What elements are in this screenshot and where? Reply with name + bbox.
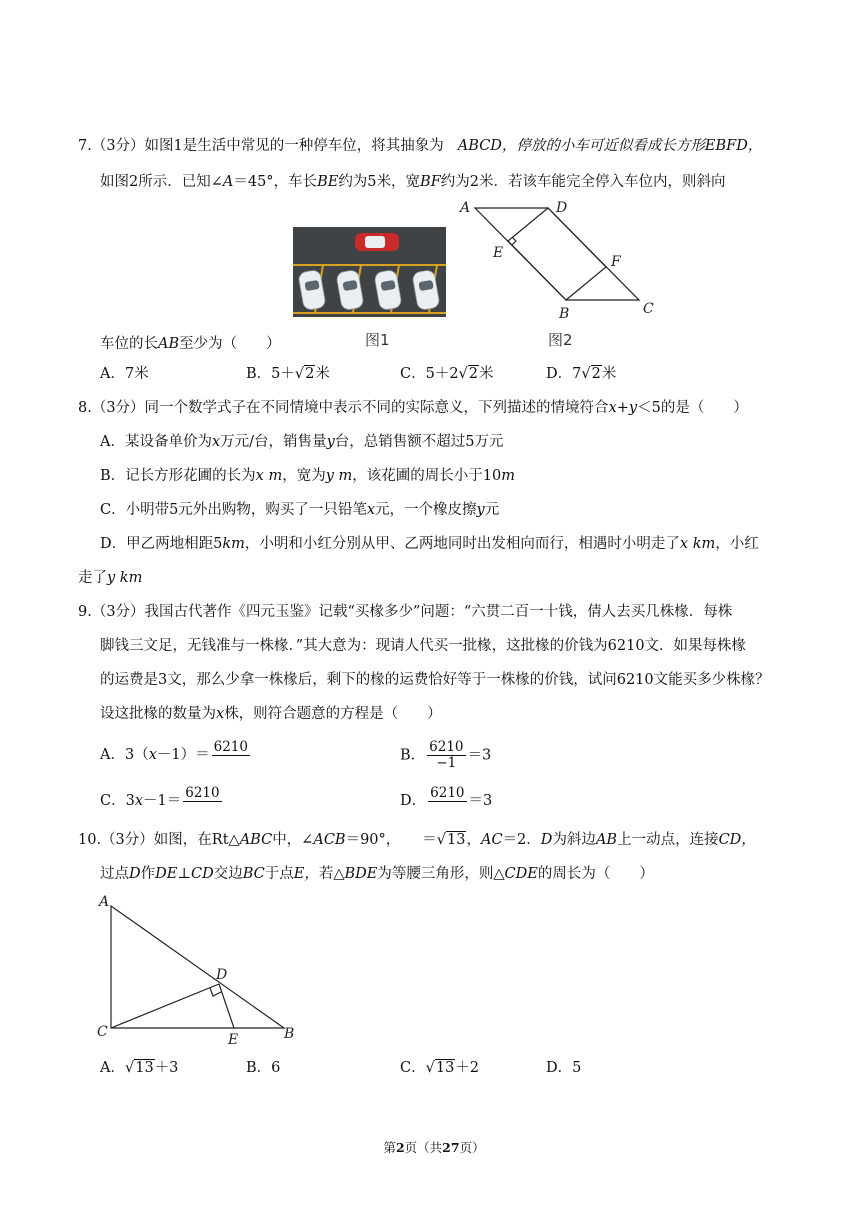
- q7-fig2-caption: 图2: [548, 331, 573, 349]
- label-b: B: [559, 306, 570, 322]
- q8-option-c: C．小明带5元外出购物，购买了一只铅笔x元，一个橡皮擦y元: [100, 502, 500, 518]
- label-c: C: [97, 1024, 108, 1040]
- q9-line1: 9.（3分）我国古代著作《四元玉鉴》记载“买椽多少”问题：“六贯二百一十钱，倩人去买几株椽．每株: [78, 604, 733, 620]
- q10-option-d: D．5: [546, 1060, 582, 1076]
- q7-option-b: B．5＋√2米: [246, 366, 330, 382]
- right-angle-mark: [210, 988, 221, 996]
- q10-option-b: B．6: [246, 1060, 281, 1076]
- segment-cd: [111, 984, 219, 1028]
- q7-line1: 7.（3分）如图1是生活中常见的一种停车位，将其抽象为 ABCD，停放的小车可近似看成长方形EBFD，: [78, 138, 763, 154]
- triangle-abc: [111, 906, 284, 1028]
- q10-line2: 过点D作DE⊥CD交边BC于点E，若△BDE为等腰三角形，则△CDE的周长为（ ）: [100, 866, 654, 882]
- page-footer: 第2页（共27页）: [383, 1140, 485, 1155]
- q8-option-b: B．记长方形花圃的长为x m，宽为y m，该花圃的周长小于10m: [100, 468, 515, 484]
- q8-option-d-cont: 走了y km: [78, 570, 143, 586]
- q7-line2: 如图2所示．已知∠A＝45°，车长BE约为5米，宽BF约为2米．若该车能完全停入车位内，则斜向: [100, 174, 726, 190]
- q9-option-c: C．3x－1＝ 6210: [100, 785, 220, 809]
- q7-option-c: C．5＋2√2米: [400, 366, 494, 382]
- label-f: F: [611, 254, 621, 270]
- q7-option-a: A．7米: [100, 366, 149, 382]
- q8-option-d: D．甲乙两地相距5km，小明和小红分别从甲、乙两地同时出发相向而行，相遇时小明走了x km，小红: [100, 536, 759, 552]
- label-e: E: [228, 1032, 239, 1048]
- q7-option-d: D．7√2米: [546, 366, 617, 382]
- rectangle-ebfd: [508, 208, 606, 300]
- label-e: E: [493, 245, 504, 261]
- q7-parking-photo: [293, 227, 446, 317]
- q10-option-c: C．√13＋2: [400, 1060, 480, 1076]
- label-c: C: [643, 301, 654, 317]
- q10-triangle-diagram: [94, 892, 304, 1052]
- q8-option-a: A．某设备单价为x万元/台，销售量y台，总销售额不超过5万元: [100, 434, 504, 450]
- q8-stem: 8.（3分）同一个数学式子在不同情境中表示不同的实际意义，下列描述的情境符合x+y＜5的是（ ）: [78, 400, 748, 416]
- label-a: A: [99, 894, 110, 910]
- q7-line3: 车位的长AB至少为（ ）: [100, 336, 281, 352]
- parking-lot-illustration: [293, 227, 446, 317]
- q9-option-b: B． $\frac{6210}{-1}$ ＝3: [400, 739, 492, 771]
- right-angle-mark: [512, 237, 516, 245]
- q9-line3: 的运费是3文，那么少拿一株椽后，剩下的椽的运费恰好等于一株椽的价钱，试问6210文能买多少株椽？: [100, 672, 770, 688]
- q10-option-a: A．√13＋3: [100, 1060, 179, 1076]
- q7-parallelogram-diagram: [455, 195, 665, 325]
- label-b: B: [284, 1026, 295, 1042]
- label-a: A: [460, 200, 471, 216]
- q10-line1: 10.（3分）如图，在Rt△ABC中，∠ACB＝90°， ＝√13，AC＝2．D为斜边AB上一动点，连接CD，: [78, 832, 756, 848]
- q9-line4: 设这批椽的数量为x株，则符合题意的方程是（ ）: [100, 706, 442, 722]
- q7-fig1-caption: 图1: [365, 331, 390, 349]
- label-d: D: [556, 200, 568, 216]
- q9-option-a: A．3（x－1）＝ 6210: [100, 739, 248, 763]
- label-d: D: [216, 967, 228, 983]
- q9-option-d: D． 6210 ＝3: [400, 785, 493, 809]
- q9-line2: 脚钱三文足，无钱准与一株椽．”其大意为：现请人代买一批椽，这批椽的价钱为6210文．如果每株椽: [100, 638, 747, 654]
